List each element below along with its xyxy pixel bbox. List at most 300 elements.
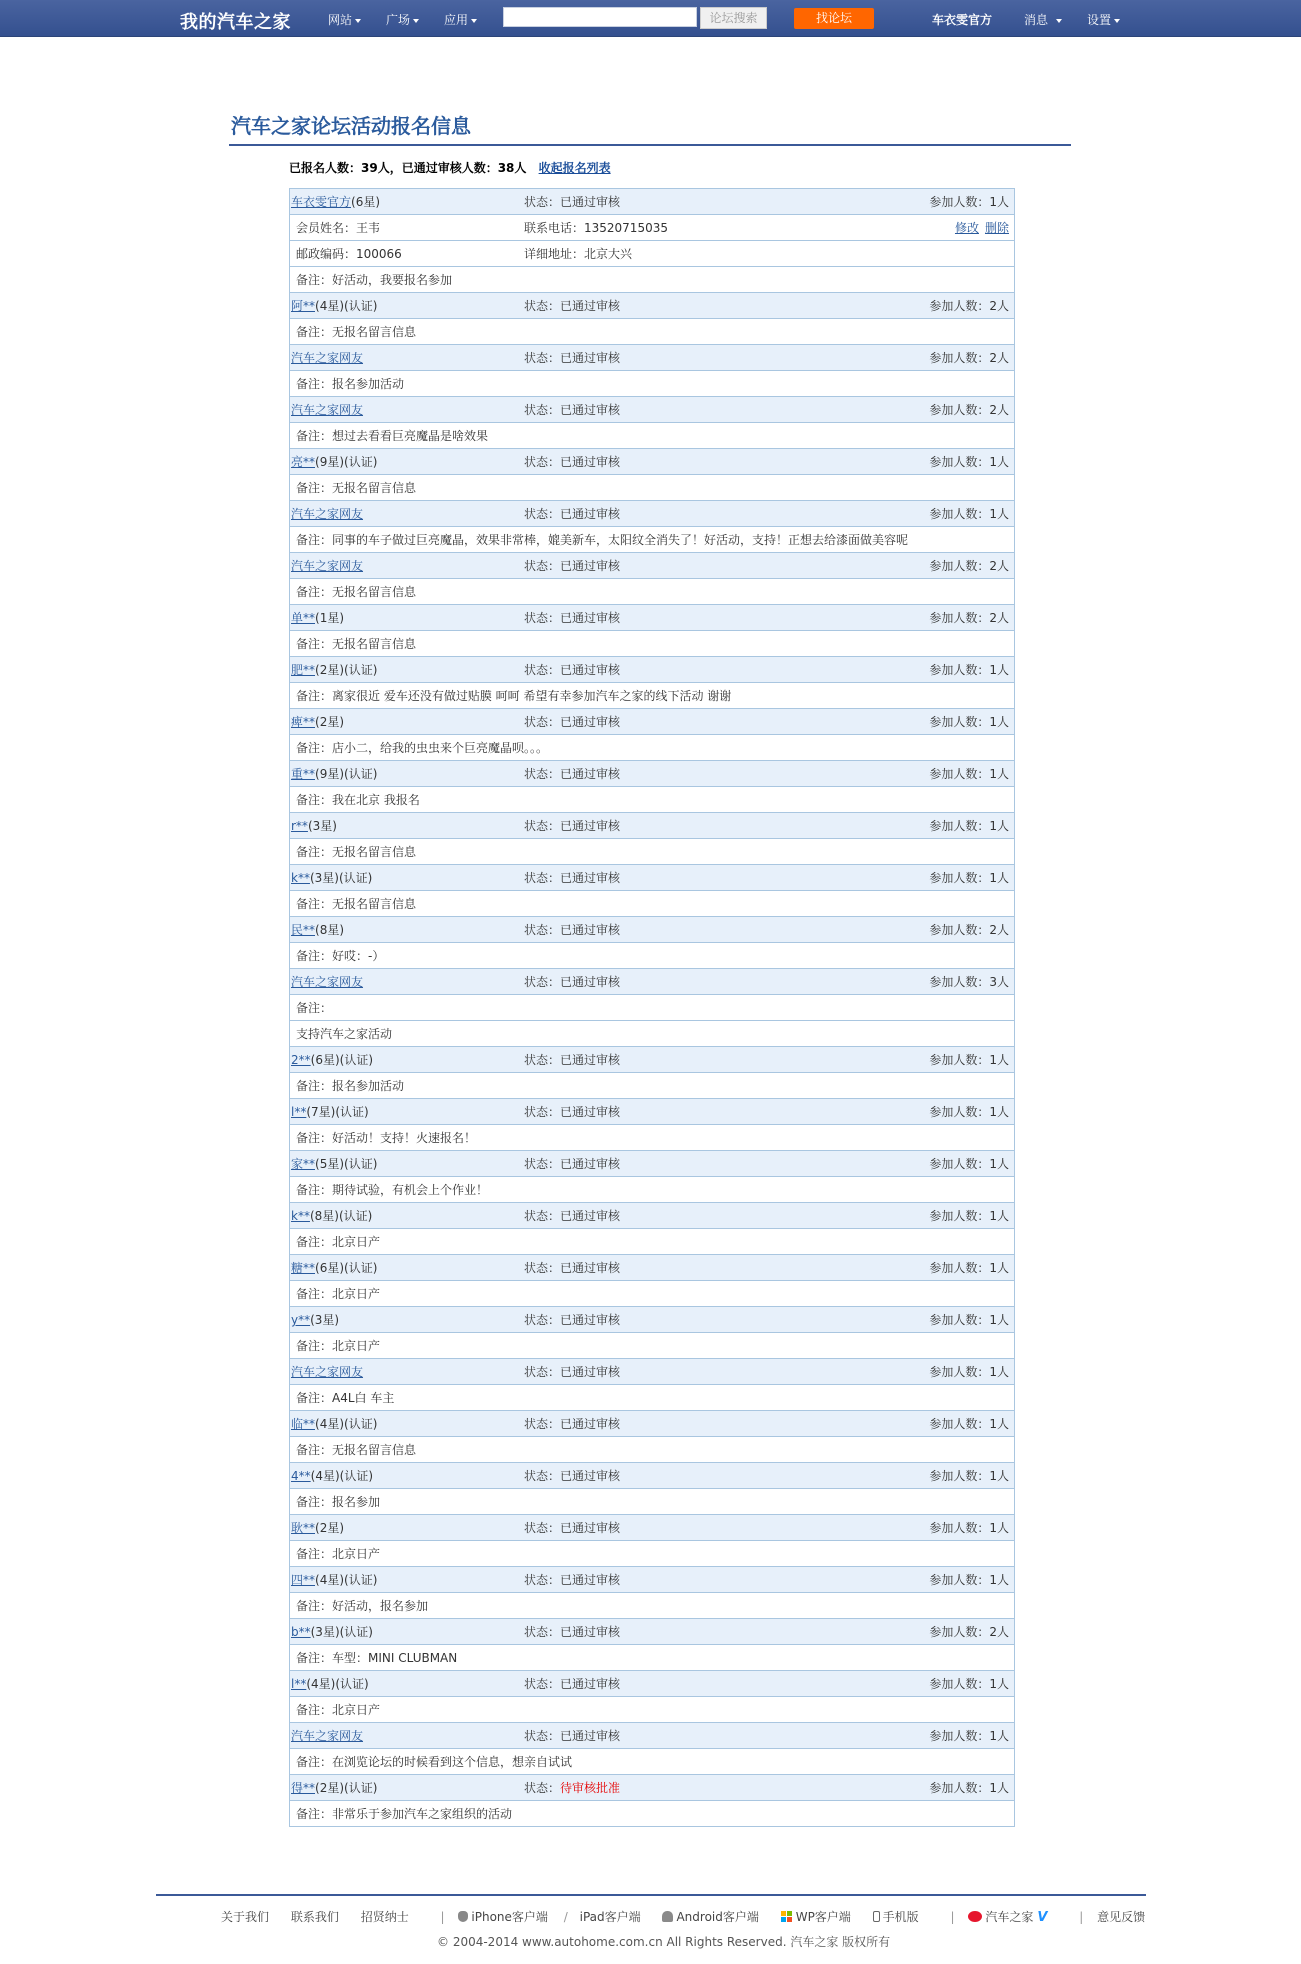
menu-square[interactable] — [386, 11, 419, 28]
member-cell — [291, 1411, 377, 1437]
table-row — [290, 839, 1014, 865]
status-label: 状态： — [524, 1105, 561, 1119]
table-row — [290, 995, 1014, 1021]
status-label: 状态： — [524, 1625, 561, 1639]
android-icon — [662, 1911, 673, 1922]
settings-menu[interactable] — [1087, 11, 1120, 28]
messages-menu[interactable] — [1024, 11, 1062, 28]
member-name-link[interactable]: 临** — [291, 1417, 316, 1431]
table-row — [290, 683, 1014, 709]
participant-count: 参加人数：1人 — [929, 1313, 1009, 1327]
about-link[interactable]: 关于我们 — [221, 1910, 270, 1924]
member-cell — [291, 1723, 363, 1749]
note-text: 备注：好活动，我要报名参加 — [296, 273, 453, 287]
status-cell — [524, 1567, 620, 1593]
status-value: 已通过审核 — [560, 559, 621, 573]
member-cell — [291, 969, 363, 995]
status-label: 状态： — [524, 1261, 561, 1275]
member-cell — [291, 1671, 369, 1697]
member-name-link[interactable]: r** — [291, 819, 308, 833]
note-text: 备注：北京日产 — [296, 1235, 381, 1249]
top-nav-bar — [0, 0, 1301, 37]
table-row — [290, 1047, 1014, 1073]
status-cell — [524, 1099, 620, 1125]
status-label: 状态： — [524, 1417, 561, 1431]
table-row — [290, 969, 1014, 995]
mobile-site-link[interactable] — [873, 1910, 919, 1924]
member-cell — [291, 605, 344, 631]
member-cell — [291, 657, 377, 683]
participant-count: 参加人数：2人 — [929, 923, 1009, 937]
participant-count: 参加人数：1人 — [929, 663, 1009, 677]
participant-count: 参加人数：3人 — [929, 975, 1009, 989]
member-name-link[interactable]: l** — [291, 1677, 307, 1691]
table-row — [290, 1177, 1014, 1203]
member-cell — [291, 1047, 373, 1073]
member-cell — [291, 293, 377, 319]
status-cell — [524, 501, 620, 527]
member-name-link[interactable]: l** — [291, 1105, 307, 1119]
member-level: (4星)(认证) — [315, 1573, 378, 1587]
member-cell — [291, 1307, 339, 1333]
table-row — [290, 345, 1014, 371]
member-cell — [291, 345, 363, 371]
chevron-down-icon — [355, 19, 361, 23]
table-row — [290, 605, 1014, 631]
note-text: 备注：好活动，报名参加 — [296, 1599, 429, 1613]
status-label: 状态： — [524, 767, 561, 781]
table-row — [290, 397, 1014, 423]
table-row — [290, 527, 1014, 553]
wp-client-label: WP客户端 — [795, 1910, 851, 1924]
status-value: 已通过审核 — [560, 1469, 621, 1483]
table-row — [290, 215, 1014, 241]
member-cell — [291, 1463, 373, 1489]
table-row — [290, 1463, 1014, 1489]
member-name-link[interactable]: 亮** — [291, 455, 316, 469]
member-level: (4星)(认证) — [315, 1417, 378, 1431]
member-name-link[interactable]: 汽车之家网友 — [291, 507, 364, 521]
weibo-link[interactable] — [968, 1910, 1047, 1924]
participant-count: 参加人数：1人 — [929, 1053, 1009, 1067]
status-cell — [524, 1463, 620, 1489]
member-level: (2星) — [315, 715, 345, 729]
participant-count: 参加人数：1人 — [929, 1365, 1009, 1379]
table-row — [290, 813, 1014, 839]
member-cell — [291, 189, 380, 215]
member-name-link[interactable]: 重** — [291, 767, 316, 781]
note-text: 备注：非常乐于参加汽车之家组织的活动 — [296, 1807, 513, 1821]
menu-apps[interactable] — [444, 11, 477, 28]
table-row — [290, 891, 1014, 917]
note-text: 备注：离家很近 爱车还没有做过贴膜 呵呵 希望有幸参加汽车之家的线下活动 谢谢 — [296, 689, 732, 703]
table-row — [290, 1359, 1014, 1385]
note-text: 备注：无报名留言信息 — [296, 637, 417, 651]
menu-site[interactable] — [328, 11, 361, 28]
edit-link[interactable]: 修改 — [954, 221, 979, 235]
member-level: (2星)(认证) — [315, 663, 378, 677]
chevron-down-icon — [471, 19, 477, 23]
member-level: (3星) — [310, 1313, 340, 1327]
member-cell — [291, 553, 363, 579]
table-row — [290, 1411, 1014, 1437]
status-cell — [524, 917, 620, 943]
note-text: 备注：北京日产 — [296, 1703, 381, 1717]
status-cell — [524, 1411, 620, 1437]
status-cell — [524, 553, 620, 579]
member-level: (2星)(认证) — [315, 1781, 378, 1795]
status-label: 状态： — [524, 1469, 561, 1483]
table-row — [290, 787, 1014, 813]
table-row — [290, 579, 1014, 605]
status-cell — [524, 397, 620, 423]
apple-icon — [458, 1911, 468, 1922]
table-row — [290, 1593, 1014, 1619]
feedback-link[interactable]: 意见反馈 — [1097, 1910, 1146, 1924]
summary-text: 已报名人数：39人，已通过审核人数：38人 — [289, 161, 527, 175]
member-name-link[interactable]: 车衣雯官方 — [291, 195, 352, 209]
footer-separator: / — [563, 1910, 568, 1924]
member-name-link[interactable]: 痺** — [291, 715, 316, 729]
status-label: 状态： — [524, 1313, 561, 1327]
site-logo[interactable]: 我的汽车之家 — [180, 12, 291, 33]
status-value: 已通过审核 — [560, 1053, 621, 1067]
status-label: 状态： — [524, 351, 561, 365]
title-divider — [229, 144, 1071, 146]
menu-square-label: 广场 — [386, 13, 411, 27]
android-client-link[interactable] — [662, 1910, 758, 1924]
status-cell — [524, 1151, 620, 1177]
member-name-link[interactable]: 单** — [291, 611, 316, 625]
table-row — [290, 241, 1014, 267]
participant-count: 参加人数：1人 — [929, 455, 1009, 469]
member-name-link[interactable]: 汽车之家网友 — [291, 975, 364, 989]
note-text: 备注：我在北京 我报名 — [296, 793, 420, 807]
participant-count: 参加人数：1人 — [929, 819, 1009, 833]
status-label: 状态： — [524, 299, 561, 313]
status-cell — [524, 1619, 620, 1645]
table-row — [290, 1333, 1014, 1359]
member-name-link[interactable]: 2** — [291, 1053, 311, 1067]
chevron-down-icon — [413, 19, 419, 23]
table-row — [290, 475, 1014, 501]
member-level: (1星) — [315, 611, 345, 625]
member-level: (3星)(认证) — [310, 1625, 373, 1639]
status-cell — [524, 1047, 620, 1073]
member-info: 会员姓名：王韦 — [296, 221, 381, 235]
table-row — [290, 423, 1014, 449]
member-name-link[interactable]: 汽车之家网友 — [291, 1365, 364, 1379]
note-text: 备注：想过去看看巨亮魔晶是啥效果 — [296, 429, 489, 443]
status-value: 已通过审核 — [560, 1313, 621, 1327]
member-name-link[interactable]: 耿** — [291, 1521, 316, 1535]
status-cell — [524, 1515, 620, 1541]
status-label: 状态： — [524, 611, 561, 625]
status-label: 状态： — [524, 1053, 561, 1067]
status-label: 状态： — [524, 1157, 561, 1171]
member-cell — [291, 1203, 372, 1229]
status-value: 待审核批准 — [560, 1781, 621, 1795]
member-cell — [291, 1775, 377, 1801]
copyright-text: © 2004-2014 www.autohome.com.cn All Rights Reserved. 汽车之家 版权所有 — [437, 1935, 891, 1949]
member-contact: 详细地址：北京大兴 — [524, 247, 633, 261]
member-level: (3星)(认证) — [309, 871, 373, 885]
member-name-link[interactable]: 汽车之家网友 — [291, 403, 364, 417]
table-row — [290, 449, 1014, 475]
note-text: 备注：无报名留言信息 — [296, 1443, 417, 1457]
iphone-client-label: iPhone客户端 — [471, 1910, 548, 1924]
status-label: 状态： — [524, 975, 561, 989]
member-name-link[interactable]: 汽车之家网友 — [291, 351, 364, 365]
table-row — [290, 1489, 1014, 1515]
participant-count: 参加人数：1人 — [929, 507, 1009, 521]
member-level: (7星)(认证) — [306, 1105, 369, 1119]
status-value: 已通过审核 — [560, 663, 621, 677]
status-cell — [524, 1723, 620, 1749]
footer-separator: | — [950, 1910, 955, 1924]
status-cell — [524, 345, 620, 371]
status-cell — [524, 865, 620, 891]
member-cell — [291, 397, 363, 423]
table-row — [290, 1801, 1014, 1827]
registration-summary — [289, 159, 611, 176]
member-name-link[interactable]: 四** — [291, 1573, 316, 1587]
forum-search-button[interactable]: 论坛搜索 — [700, 7, 767, 29]
status-value: 已通过审核 — [560, 403, 621, 417]
status-label: 状态： — [524, 1781, 561, 1795]
note-text: 备注：期待试验，有机会上个作业！ — [296, 1183, 489, 1197]
status-cell — [524, 761, 620, 787]
table-row — [290, 1775, 1014, 1801]
table-row — [290, 1749, 1014, 1775]
participant-count: 参加人数：1人 — [929, 1469, 1009, 1483]
contact-link[interactable]: 联系我们 — [290, 1910, 339, 1924]
table-row — [290, 1567, 1014, 1593]
table-row — [290, 293, 1014, 319]
member-cell — [291, 1515, 344, 1541]
table-row — [290, 189, 1014, 215]
table-row — [290, 267, 1014, 293]
status-value: 已通过审核 — [560, 351, 621, 365]
status-value: 已通过审核 — [560, 299, 621, 313]
status-label: 状态： — [524, 1729, 561, 1743]
table-row — [290, 1307, 1014, 1333]
member-name-link[interactable]: b** — [291, 1625, 311, 1639]
menu-apps-label: 应用 — [444, 13, 469, 27]
participant-count: 参加人数：1人 — [929, 1157, 1009, 1171]
status-value: 已通过审核 — [560, 1625, 621, 1639]
note-text: 备注：北京日产 — [296, 1287, 381, 1301]
member-name-link[interactable]: 4** — [291, 1469, 311, 1483]
member-cell — [291, 761, 377, 787]
wp-client-link[interactable] — [781, 1910, 851, 1924]
note-text: 支持汽车之家活动 — [296, 1027, 393, 1041]
member-contact: 联系电话：13520715035 — [524, 221, 668, 235]
collapse-list-link[interactable]: 收起报名列表 — [538, 161, 611, 175]
note-text: 备注：无报名留言信息 — [296, 325, 417, 339]
table-row — [290, 1723, 1014, 1749]
member-info: 邮政编码：100066 — [296, 247, 402, 261]
status-label: 状态： — [524, 195, 561, 209]
footer-links — [221, 1908, 1163, 1925]
chevron-down-icon — [1114, 19, 1120, 23]
member-level: (6星) — [351, 195, 381, 209]
table-row — [290, 1515, 1014, 1541]
member-cell — [291, 1359, 363, 1385]
member-name-link[interactable]: 阿** — [291, 299, 316, 313]
weibo-icon — [968, 1911, 982, 1922]
participant-count: 参加人数：1人 — [929, 1781, 1009, 1795]
status-cell — [524, 1671, 620, 1697]
member-name-link[interactable]: 汽车之家网友 — [291, 1729, 364, 1743]
participant-count: 参加人数：1人 — [929, 1521, 1009, 1535]
table-row — [290, 657, 1014, 683]
member-name-link[interactable]: 汽车之家网友 — [291, 559, 364, 573]
member-cell — [291, 501, 363, 527]
note-text: 备注：北京日产 — [296, 1547, 381, 1561]
ipad-client-link[interactable]: iPad客户端 — [579, 1910, 641, 1924]
table-row — [290, 631, 1014, 657]
status-label: 状态： — [524, 1209, 561, 1223]
status-label: 状态： — [524, 715, 561, 729]
member-name-link[interactable]: y** — [291, 1313, 311, 1327]
table-row — [290, 917, 1014, 943]
delete-link[interactable]: 删除 — [984, 221, 1009, 235]
status-label: 状态： — [524, 1521, 561, 1535]
table-row — [290, 319, 1014, 345]
participant-count: 参加人数：2人 — [929, 299, 1009, 313]
status-value: 已通过审核 — [560, 507, 621, 521]
status-value: 已通过审核 — [560, 455, 621, 469]
table-row — [290, 1255, 1014, 1281]
note-text: 备注：报名参加活动 — [296, 1079, 405, 1093]
participant-count: 参加人数：2人 — [929, 351, 1009, 365]
user-name-link[interactable]: 车衣雯官方 — [932, 13, 993, 27]
mobile-phone-icon — [873, 1911, 880, 1922]
table-row — [290, 1021, 1014, 1047]
find-forum-button[interactable]: 找论坛 — [794, 8, 874, 29]
mobile-site-label: 手机版 — [882, 1910, 919, 1924]
footer-separator: | — [1079, 1910, 1084, 1924]
status-value: 已通过审核 — [560, 767, 621, 781]
forum-search-input[interactable] — [503, 7, 697, 27]
note-text: 备注：店小二，给我的虫虫来个巨亮魔晶呗。。。 — [296, 741, 549, 755]
member-name-link[interactable]: 民** — [291, 923, 316, 937]
table-row — [290, 553, 1014, 579]
jobs-link[interactable]: 招贤纳士 — [360, 1910, 409, 1924]
note-text: 备注：车型：MINI CLUBMAN — [296, 1651, 458, 1665]
status-label: 状态： — [524, 559, 561, 573]
iphone-client-link[interactable] — [458, 1910, 548, 1924]
table-row — [290, 943, 1014, 969]
footer-separator: | — [440, 1910, 445, 1924]
verified-v-icon: V — [1037, 1910, 1048, 1925]
weibo-label: 汽车之家 — [985, 1910, 1034, 1924]
member-level: (4星)(认证) — [310, 1469, 374, 1483]
member-level: (8星)(认证) — [309, 1209, 373, 1223]
status-value: 已通过审核 — [560, 1573, 621, 1587]
table-row — [290, 865, 1014, 891]
status-value: 已通过审核 — [560, 611, 621, 625]
table-row — [290, 1151, 1014, 1177]
status-label: 状态： — [524, 507, 561, 521]
member-name-link[interactable]: k** — [291, 871, 310, 885]
member-name-link[interactable]: k** — [291, 1209, 310, 1223]
participant-count: 参加人数：1人 — [929, 767, 1009, 781]
participant-count: 参加人数：2人 — [929, 1625, 1009, 1639]
note-text: 备注：报名参加活动 — [296, 377, 405, 391]
member-level: (6星)(认证) — [310, 1053, 374, 1067]
table-row — [290, 1099, 1014, 1125]
member-level: (6星)(认证) — [315, 1261, 378, 1275]
member-name-link[interactable]: 得** — [291, 1781, 316, 1795]
participant-count: 参加人数：2人 — [929, 403, 1009, 417]
note-text: 备注： — [296, 1001, 333, 1015]
member-name-link[interactable]: 家** — [291, 1157, 316, 1171]
member-cell — [291, 813, 337, 839]
status-label: 状态： — [524, 923, 561, 937]
table-row — [290, 1619, 1014, 1645]
member-name-link[interactable]: 肥** — [291, 663, 316, 677]
table-row — [290, 761, 1014, 787]
member-level: (3星) — [307, 819, 337, 833]
participant-count: 参加人数：1人 — [929, 715, 1009, 729]
table-row — [290, 1671, 1014, 1697]
status-label: 状态： — [524, 455, 561, 469]
note-text: 备注：A4L白 车主 — [296, 1391, 395, 1405]
table-row — [290, 709, 1014, 735]
status-label: 状态： — [524, 1677, 561, 1691]
note-text: 备注：好哎：-） — [296, 949, 385, 963]
member-level: (9星)(认证) — [315, 767, 378, 781]
status-value: 已通过审核 — [560, 1209, 621, 1223]
status-label: 状态： — [524, 1573, 561, 1587]
status-cell — [524, 605, 620, 631]
status-value: 已通过审核 — [560, 975, 621, 989]
participant-count: 参加人数：1人 — [929, 1105, 1009, 1119]
member-cell — [291, 709, 344, 735]
status-cell — [524, 1307, 620, 1333]
member-level: (2星) — [315, 1521, 345, 1535]
participant-count: 参加人数：2人 — [929, 611, 1009, 625]
status-value: 已通过审核 — [560, 871, 621, 885]
status-label: 状态： — [524, 403, 561, 417]
member-cell — [291, 1567, 377, 1593]
windows-phone-icon — [781, 1911, 793, 1922]
table-row — [290, 1073, 1014, 1099]
menu-site-label: 网站 — [328, 13, 353, 27]
status-value: 已通过审核 — [560, 1365, 621, 1379]
table-row — [290, 501, 1014, 527]
status-cell — [524, 969, 620, 995]
note-text: 备注：无报名留言信息 — [296, 897, 417, 911]
member-level: (4星)(认证) — [315, 299, 378, 313]
status-label: 状态： — [524, 1365, 561, 1379]
status-value: 已通过审核 — [560, 715, 621, 729]
member-name-link[interactable]: 糖** — [291, 1261, 316, 1275]
member-level: (4星)(认证) — [306, 1677, 369, 1691]
status-cell — [524, 189, 620, 215]
status-value: 已通过审核 — [560, 1417, 621, 1431]
chevron-down-icon — [1056, 19, 1062, 23]
status-label: 状态： — [524, 871, 561, 885]
participant-count: 参加人数：2人 — [929, 559, 1009, 573]
status-value: 已通过审核 — [560, 1157, 621, 1171]
note-text: 备注：在浏览论坛的时候看到这个信息，想亲自试试 — [296, 1755, 573, 1769]
status-value: 已通过审核 — [560, 1105, 621, 1119]
android-client-label: Android客户端 — [676, 1910, 759, 1924]
status-cell — [524, 657, 620, 683]
